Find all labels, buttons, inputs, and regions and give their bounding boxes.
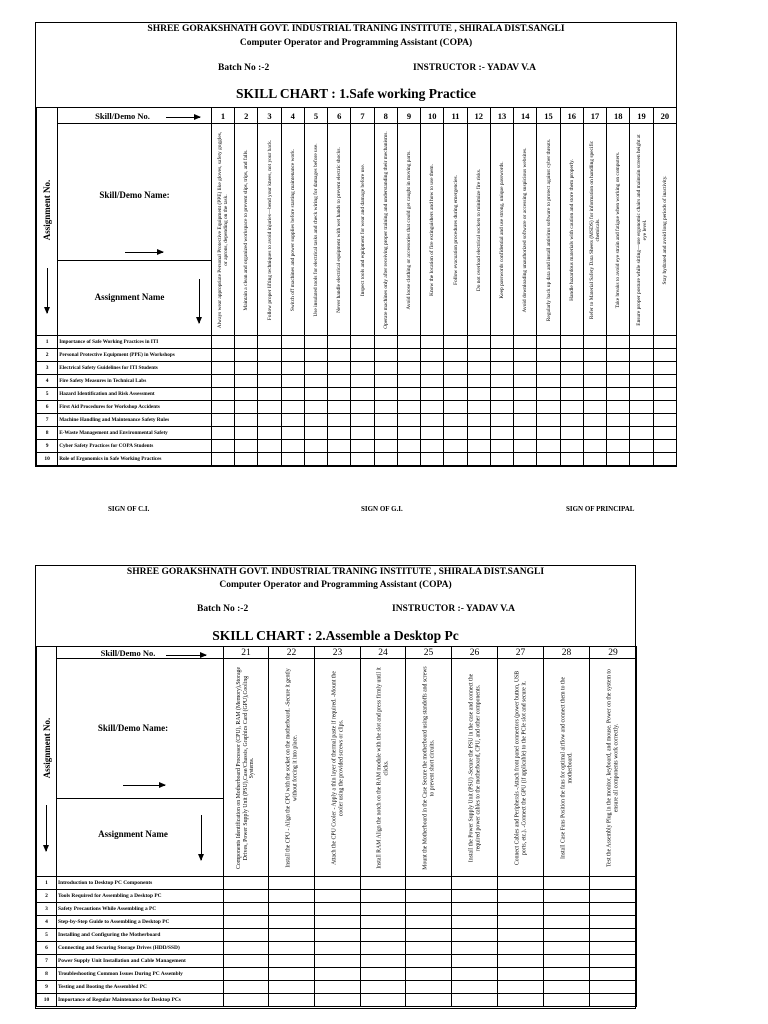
skill-name: Attach the CPU Cooler - Apply a thin layer of thermal paste if required. -Mount the cooler using the provided screws or clips.	[330, 670, 344, 865]
skill-demo-name-header	[58, 124, 212, 261]
assignment-name: Electrical Safety Guidelines for ITI Students	[58, 362, 212, 375]
table-row	[37, 349, 677, 362]
skill-name-cell	[235, 124, 258, 336]
assignment-number: 10	[37, 453, 58, 466]
skill-name-cell	[653, 124, 676, 336]
skill-demo-name-label: Skill/Demo Name:	[99, 190, 170, 200]
skill-number: 20	[653, 108, 676, 124]
skill-name: Do not overload electrical sockets to minimize fire risks.	[475, 168, 482, 291]
skill-name-cell	[406, 659, 452, 877]
skill-name-cell	[304, 124, 327, 336]
right-arrow-icon	[125, 252, 163, 253]
assignment-no-header	[37, 647, 57, 877]
assignment-no-label: Assignment No.	[42, 179, 53, 241]
skill-name: Mount the Motherboard in the Case Secure the motherboard using standoffs and screws to prevent short circuits.	[421, 665, 435, 870]
skill-number: 2	[235, 108, 258, 124]
assignment-number: 1	[37, 336, 58, 349]
down-arrow-icon	[199, 279, 200, 323]
skill-name-cell	[281, 124, 304, 336]
skill-number: 22	[269, 647, 315, 659]
skill-name-cell	[607, 124, 630, 336]
table-row	[37, 336, 677, 349]
down-arrow-icon	[47, 268, 48, 313]
assignment-no-header	[37, 108, 58, 336]
right-arrow-icon	[166, 117, 200, 118]
assignment-number: 9	[37, 440, 58, 453]
skill-name: Know the location of fire extinguishers and how to use them.	[429, 163, 436, 296]
assignment-name: Cyber Safety Practices for COPA Students	[58, 440, 212, 453]
skill-grid	[36, 107, 677, 466]
assignment-name: Importance of Safe Working Practices in ITI	[58, 336, 212, 349]
assignment-number: 5	[37, 388, 58, 401]
right-arrow-icon	[166, 655, 206, 656]
skill-demo-no-label: Skill/Demo No.	[95, 110, 150, 121]
skill-name-cell	[490, 124, 513, 336]
table-row	[37, 968, 637, 981]
assignment-name: Step-by-Step Guide to Assembling a Desktop PC	[57, 916, 224, 929]
skill-grid	[36, 646, 637, 1007]
skill-name-cell	[351, 124, 374, 336]
skill-number: 26	[452, 647, 498, 659]
skill-name-cell	[514, 124, 537, 336]
assignment-name-header	[57, 799, 224, 877]
chart-title: SKILL CHART : 2.Assemble a Desktop Pc	[212, 628, 459, 643]
skill-name-cell	[211, 124, 234, 336]
assignment-name: Troubleshooting Common Issues During PC Assembly	[57, 968, 224, 981]
skill-name-cell	[258, 124, 281, 336]
assignment-number: 2	[37, 890, 57, 903]
batch-number: Batch No :-2	[218, 63, 270, 73]
skill-name: Take breaks to avoid eye strain and fatigue when working on computers.	[615, 151, 622, 308]
table-row	[37, 942, 637, 955]
assignment-number: 9	[37, 981, 57, 994]
skill-number: 4	[281, 108, 304, 124]
skill-number: 6	[328, 108, 351, 124]
assignment-no-label: Assignment No.	[41, 717, 52, 779]
skill-name: Refer to Material Safety Data Sheets (MSDS) for information on handling specific chemicals.	[588, 140, 602, 319]
sign-principal: SIGN OF PRINCIPAL	[566, 505, 635, 513]
skill-name-cell	[544, 659, 590, 877]
assignment-number: 4	[37, 916, 57, 929]
assignment-name: Installing and Configuring the Motherboard	[57, 929, 224, 942]
skill-name: Install the CPU - Align the CPU with the socket on the motherboard. -Secure it gently without forcing it into place.	[284, 667, 298, 868]
assignment-name: Connecting and Securing Storage Drives (HDD/SSD)	[57, 942, 224, 955]
skill-number: 21	[224, 647, 269, 659]
skill-chart-2	[35, 565, 636, 1009]
assignment-number: 6	[37, 942, 57, 955]
assignment-name-label: Assignment Name	[98, 829, 168, 839]
skill-number: 24	[361, 647, 406, 659]
table-row	[37, 890, 637, 903]
skill-name: Maintain a clean and organized workspace to prevent slips, trips, and falls.	[243, 149, 250, 310]
assignment-number: 3	[37, 362, 58, 375]
assignment-name: Machine Handling and Maintenance Safety Rules	[58, 414, 212, 427]
skill-number: 14	[514, 108, 537, 124]
sign-gi: SIGN OF G.I.	[361, 505, 403, 513]
skill-name-cell	[315, 659, 361, 877]
skill-number: 12	[467, 108, 490, 124]
skill-name-cell	[537, 124, 560, 336]
skill-name-cell	[361, 659, 406, 877]
skill-name-cell	[224, 659, 269, 877]
skill-name: Avoid loose clothing or accessories that could get caught in moving parts.	[405, 149, 412, 310]
instructor-name: INSTRUCTOR :- YADAV V.A	[392, 604, 516, 614]
table-row	[37, 929, 637, 942]
assignment-number: 8	[37, 968, 57, 981]
skill-name: Connect Cables and Peripherals -Attach front panel connectors (power button, USB ports, etc.). -Connect the GPU (if applicable) to the PCIe slot and secure it.	[513, 670, 527, 865]
assignment-number: 5	[37, 929, 57, 942]
table-row	[37, 994, 637, 1007]
assignment-number: 2	[37, 349, 58, 362]
assignment-name: Introduction to Desktop PC Components	[57, 877, 224, 890]
skill-name: Switch off machines and power supplies before starting maintenance work.	[289, 148, 296, 311]
institute-name: SHREE GORAKSHNATH GOVT. INDUSTRIAL TRANING INSTITUTE , SHIRALA DIST.SANGLI	[147, 24, 565, 34]
table-row	[37, 401, 677, 414]
skill-name-cell	[444, 124, 467, 336]
skill-number: 28	[544, 647, 590, 659]
skill-name-cell	[630, 124, 653, 336]
skill-name-cell	[498, 659, 544, 877]
table-row	[37, 903, 637, 916]
skill-name: Use insulated tools for electrical tasks and check wiring for damages before use.	[312, 142, 319, 317]
table-row	[37, 981, 637, 994]
assignment-name: Tools Required for Assembling a Desktop PC	[57, 890, 224, 903]
assignment-number: 6	[37, 401, 58, 414]
skill-demo-name-label: Skill/Demo Name:	[97, 723, 169, 733]
assignment-name: Power Supply Unit Installation and Cable Management	[57, 955, 224, 968]
skill-number: 11	[444, 108, 467, 124]
skill-name-cell	[269, 659, 315, 877]
skill-name-cell	[421, 124, 444, 336]
assignment-number: 1	[37, 877, 57, 890]
skill-number: 19	[630, 108, 653, 124]
assignment-name: Testing and Booting the Assembled PC	[57, 981, 224, 994]
skill-name: Install Case Fans Position the fans for optimal airflow and connect them to the motherboard.	[559, 676, 573, 859]
skill-name: Inspect tools and equipment for wear and damage before use.	[359, 163, 366, 296]
table-row	[37, 388, 677, 401]
skill-name: Operate machines only after receiving proper training and understanding their mechanisms.	[382, 130, 389, 329]
table-row	[37, 362, 677, 375]
assignment-number: 7	[37, 414, 58, 427]
skill-name: Ensure proper posture while sitting—use ergonomic chairs and maintain screen height at eye level.	[635, 133, 648, 326]
skill-demo-name-header	[57, 659, 224, 799]
skill-number: 13	[490, 108, 513, 124]
table-row	[37, 916, 637, 929]
skill-number: 10	[421, 108, 444, 124]
skill-name: Never handle electrical equipment with wet hands to prevent electric shocks.	[336, 146, 343, 313]
skill-name: Install the Power Supply Unit (PSU) -Secure the PSU in the case and connect the required power cables to the motherboard, CPU, and other components.	[467, 673, 481, 862]
assignment-name-header	[58, 261, 212, 336]
assignment-name-label: Assignment Name	[94, 292, 165, 302]
skill-demo-no-header	[58, 108, 212, 124]
down-arrow-icon	[46, 805, 47, 851]
skill-name-cell	[560, 124, 583, 336]
skill-demo-no-label: Skill/Demo No.	[100, 647, 156, 658]
table-row	[37, 877, 637, 890]
skill-name: Avoid downloading unauthorized software or accessing suspicious websites.	[522, 147, 529, 312]
assignment-name: Role of Ergonomics in Safe Working Practices	[58, 453, 212, 466]
skill-number: 8	[374, 108, 397, 124]
assignment-name: E-Waste Management and Environmental Safety	[58, 427, 212, 440]
assignment-number: 10	[37, 994, 57, 1007]
skill-name: Test the Assembly Plug in the monitor, keyboard, and mouse. Power on the system to ensure all components work correctly.	[606, 668, 619, 867]
skill-number: 16	[560, 108, 583, 124]
table-row	[37, 375, 677, 388]
skill-name-cell	[590, 659, 637, 877]
skill-name-cell	[452, 659, 498, 877]
skill-number: 17	[583, 108, 606, 124]
skill-number: 29	[590, 647, 637, 659]
assignment-number: 4	[37, 375, 58, 388]
skill-number: 7	[351, 108, 374, 124]
table-row	[37, 414, 677, 427]
skill-number: 18	[607, 108, 630, 124]
skill-name-cell	[583, 124, 606, 336]
table-row	[37, 440, 677, 453]
skill-number: 27	[498, 647, 544, 659]
skill-name: Always wear appropriate Personal Protective Equipment (PPE) like gloves, safety goggles, or aprons, depending on the task.	[216, 131, 230, 328]
assignment-name: Fire Safety Measures in Technical Labs	[58, 375, 212, 388]
skill-name: Stay hydrated and avoid long periods of inactivity.	[661, 175, 668, 284]
assignment-name: First Aid Procedures for Workshop Accidents	[58, 401, 212, 414]
skill-name: Components Identification on Motherboard Processor (CPU), RAM (Memory),Storage Drives, Power Supply Unit (PSU),Case/Chassis, Graphics Card (GPU),Cooling Systems.	[236, 666, 256, 869]
skill-name: Keep passwords confidential and use strong, unique passwords.	[498, 160, 505, 299]
course-name: Computer Operator and Programming Assistant (COPA)	[219, 580, 452, 590]
assignment-number: 8	[37, 427, 58, 440]
table-row	[37, 453, 677, 466]
skill-number: 5	[304, 108, 327, 124]
chart-title: SKILL CHART : 1.Safe working Practice	[235, 86, 477, 101]
assignment-name: Safety Precautions While Assembling a PC	[57, 903, 224, 916]
instructor-name: INSTRUCTOR :- YADAV V.A	[413, 63, 537, 73]
skill-chart-1	[35, 22, 677, 467]
course-name: Computer Operator and Programming Assistant (COPA)	[239, 38, 473, 48]
skill-name: Follow proper lifting techniques to avoid injuries—bend your knees, not your back.	[266, 139, 273, 320]
skill-number: 25	[406, 647, 452, 659]
table-row	[37, 955, 637, 968]
skill-name-cell	[467, 124, 490, 336]
skill-number: 15	[537, 108, 560, 124]
skill-name-cell	[397, 124, 420, 336]
assignment-name: Hazard Identification and Risk Assessment	[58, 388, 212, 401]
skill-name: Follow evacuation procedures during emergencies.	[452, 174, 459, 285]
assignment-number: 7	[37, 955, 57, 968]
skill-number: 23	[315, 647, 361, 659]
assignment-name: Importance of Regular Maintenance for Desktop PCs	[57, 994, 224, 1007]
skill-name: Handle hazardous materials with caution and store them properly.	[568, 158, 575, 301]
table-row	[37, 427, 677, 440]
skill-name-cell	[328, 124, 351, 336]
institute-name: SHREE GORAKSHNATH GOVT. INDUSTRIAL TRANING INSTITUTE , SHIRALA DIST.SANGLI	[126, 567, 545, 577]
skill-name-cell	[374, 124, 397, 336]
skill-name: Install RAM Align the notch on the RAM module with the slot and press firmly until it clicks.	[376, 666, 389, 869]
assignment-name: Personal Protective Equipment (PPE) in Workshops	[58, 349, 212, 362]
down-arrow-icon	[201, 815, 202, 860]
right-arrow-icon	[123, 785, 165, 786]
skill-number: 9	[397, 108, 420, 124]
sign-ci: SIGN OF C.I.	[108, 505, 150, 513]
skill-name: Regularly back up data and install antivirus software to protect against cyber threats.	[545, 138, 552, 321]
skill-number: 3	[258, 108, 281, 124]
skill-number: 1	[211, 108, 234, 124]
skill-demo-no-header	[57, 647, 224, 659]
batch-number: Batch No :-2	[197, 604, 249, 614]
assignment-number: 3	[37, 903, 57, 916]
